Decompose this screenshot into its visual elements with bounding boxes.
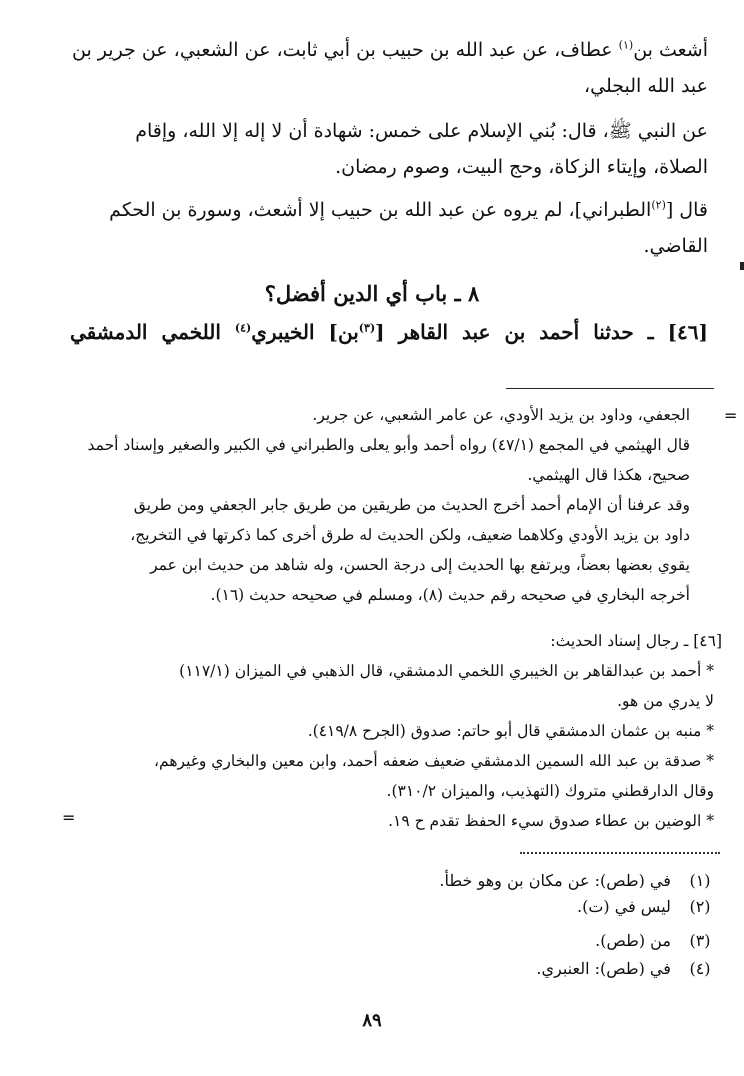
continuation-mark-top: =: [724, 406, 738, 425]
commentary-block: [72, 400, 690, 610]
footnote-ref-3[interactable]: (٣): [358, 321, 376, 335]
footnote-ref-2[interactable]: (٢): [651, 198, 666, 212]
footnote-3: [120, 930, 724, 952]
footnote-1-text: في (طص): عن مكان بن وهو خطأ.: [439, 871, 671, 890]
main-paragraph-3: [70, 192, 708, 264]
main-paragraph-2: [70, 113, 708, 185]
footnote-4-text: في (طص): العنبري.: [536, 959, 671, 978]
narrator-1-line-2: لا يدري من هو.: [617, 692, 714, 710]
hadith-46-opening: [٤٦] ـ حدثنا أحمد بن عبد القاهر [$^{(٣)}$بن] الخيبري$^{(٤)}$ اللخمي الدمشقي: [70, 320, 708, 344]
narrators-block: [74, 626, 722, 836]
chapter-heading: ٨ ـ باب أي الدين أفضل؟: [264, 281, 480, 306]
commentary-line-7: أخرجه البخاري في صحيحه رقم حديث (٨)، ومسلم في صحيحه حديث (١٦).: [210, 586, 690, 604]
section-separator-rule: [506, 388, 714, 389]
main-paragraph-1-line-2: عبد الله البجلي،: [584, 75, 708, 97]
commentary-line-6: يقوي بعضها بعضاً، ويرتفع بها الحديث إلى درجة الحسن، وله شاهد من حديث ابن عمر: [150, 556, 690, 574]
commentary-line-2: قال الهيثمي في المجمع (٤٧/١) رواه أحمد وأبو يعلى والطبراني في الكبير والصغير وإسناد أحمد: [87, 436, 690, 454]
footnote-2-text: ليس في (ت).: [577, 897, 671, 916]
footnote-4-number: (٤): [689, 959, 711, 978]
narrator-3-line-2: وقال الدارقطني متروك (التهذيب، والميزان ٣١٠/٢).: [386, 782, 714, 800]
commentary-line-1: الجعفي، وداود بن يزيد الأودي، عن عامر الشعبي، عن جرير.: [312, 406, 690, 424]
page-number: ٨٩: [362, 1010, 382, 1031]
footnote-3-text: من (طص).: [595, 931, 671, 950]
continuation-mark-bottom: =: [62, 808, 76, 827]
main-paragraph-2-line-1: عن النبي ﷺ، قال: بُني الإسلام على خمس: شهادة أن لا إله إلا الله، وإقام: [135, 120, 708, 142]
narrator-3-line-1: * صدقة بن عبد الله السمين الدمشقي ضعيف ضعفه أحمد، وابن معين والبخاري وغيرهم،: [154, 752, 714, 770]
footnote-3-number: (٣): [689, 931, 711, 950]
footnote-dotted-separator: [520, 852, 720, 854]
narrators-header: [٤٦] ـ رجال إسناد الحديث:: [550, 632, 722, 650]
main-paragraph-3-line-1: قال [$^{(٢)}$الطبراني]، لم يروه عن عبد الله بن حبيب إلا أشعث، وسورة بن الحكم: [109, 198, 708, 221]
footnote-4: [120, 958, 724, 980]
main-paragraph-2-line-2: الصلاة، وإيتاء الزكاة، وحج البيت، وصوم رمضان.: [335, 156, 708, 178]
narrator-4: * الوضين بن عطاء صدوق سيء الحفظ تقدم ح ١٩.: [388, 812, 714, 830]
commentary-line-5: داود بن يزيد الأودي وكلاهما ضعيف، ولكن الحديث له طرق أخرى كما ذكرتها في التخريج،: [130, 526, 690, 544]
footnote-2: [120, 896, 724, 918]
footnote-2-number: (٢): [689, 897, 711, 916]
commentary-line-4: وقد عرفنا أن الإمام أحمد أخرج الحديث من طريقين من طريق جابر الجعفي ومن طريق: [133, 496, 690, 514]
main-paragraph-1-line-1: أشعث بن$^{(١)}$ عطاف، عن عبد الله بن حبيب بن أبي ثابت، عن الشعبي، عن جرير بن: [72, 38, 708, 61]
footnote-1-number: (١): [689, 871, 711, 890]
main-text-block: [70, 32, 708, 104]
footnote-ref-1[interactable]: (١): [618, 38, 634, 52]
margin-edge-mark: [740, 262, 744, 270]
narrator-2: * منبه بن عثمان الدمشقي قال أبو حاتم: صدوق (الجرح ٤١٩/٨).: [307, 722, 714, 740]
footnote-ref-4[interactable]: (٤): [234, 321, 252, 335]
commentary-line-3: صحيح، هكذا قال الهيثمي.: [527, 466, 690, 484]
narrator-1-line-1: * أحمد بن عبدالقاهر بن الخيبري اللخمي الدمشقي، قال الذهبي في الميزان (١١٧/١): [179, 662, 714, 680]
main-paragraph-3-line-2: القاضي.: [643, 235, 708, 257]
footnote-1: [120, 870, 724, 892]
